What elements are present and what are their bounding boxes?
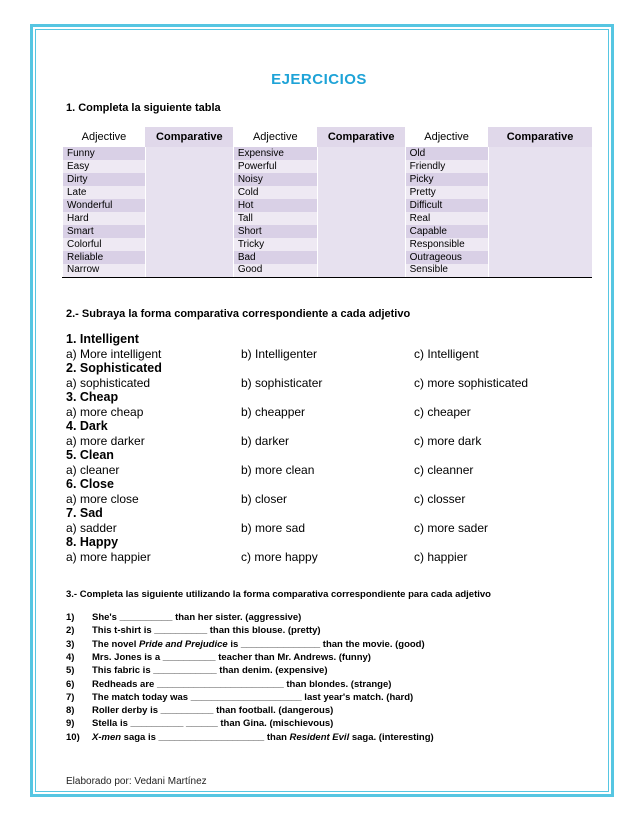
sentence-part: Stella is __________ ______ than Gina. (mischievous) (92, 718, 334, 730)
comparative-cell[interactable] (317, 160, 405, 173)
table-header-cell: Adjective (63, 127, 146, 147)
comparative-cell[interactable] (145, 251, 233, 264)
table-row (63, 199, 593, 212)
adjective-cell: Hard (63, 212, 146, 225)
option-a[interactable]: a) sadder (66, 521, 117, 535)
table-row (63, 225, 593, 238)
comparative-cell[interactable] (145, 173, 233, 186)
sentence-part: Roller derby is __________ than football. (dangerous) (92, 705, 334, 717)
footer-author: Elaborado por: Vedani Martínez (66, 776, 207, 787)
exercise-number: 10) (66, 731, 80, 743)
exercise-text (92, 624, 321, 637)
adjective-cell: Bad (233, 251, 317, 264)
adjective-cell: Funny (63, 147, 146, 160)
comparative-cell[interactable] (488, 264, 592, 277)
table-row (63, 238, 593, 251)
comparative-cell[interactable] (317, 225, 405, 238)
question-title: 8. Happy (66, 535, 119, 549)
comparative-cell[interactable] (488, 238, 592, 251)
title-italic: Pride and Prejudice (138, 638, 228, 650)
exercise-item (66, 638, 596, 651)
table-header-row (63, 127, 593, 147)
exercise-item (66, 717, 596, 730)
question-item (66, 419, 596, 448)
option-b[interactable]: b) Intelligenter (241, 347, 318, 361)
comparative-cell[interactable] (145, 186, 233, 199)
comparative-cell[interactable] (145, 264, 233, 277)
exercise-text (92, 638, 425, 651)
sentence-part: Mrs. Jones is a __________ teacher than Mr. Andrews. (funny) (92, 651, 371, 663)
option-a[interactable]: a) sophisticated (66, 376, 151, 390)
table-row (63, 264, 593, 277)
option-c[interactable]: c) cleanner (414, 463, 474, 477)
comparative-cell[interactable] (317, 147, 405, 160)
question-title: 6. Close (66, 477, 114, 491)
question-options (66, 405, 596, 419)
exercise-number: 8) (66, 705, 75, 717)
exercise-item (66, 664, 596, 677)
sentence-part: saga. (interesting) (349, 731, 434, 743)
question-options (66, 347, 596, 361)
adjective-cell: Hot (233, 199, 317, 212)
option-c[interactable]: c) more sophisticated (414, 376, 529, 390)
table-header-cell: Comparative (145, 127, 233, 147)
table-row (63, 147, 593, 160)
section2-heading: 2.- Subraya la forma comparativa correspondiente a cada adjetivo (66, 308, 411, 320)
adjective-cell: Narrow (63, 264, 146, 277)
comparative-cell[interactable] (488, 212, 592, 225)
comparative-cell[interactable] (488, 160, 592, 173)
sentence-part: This fabric is ____________ than denim. (expensive) (92, 665, 328, 677)
question-title: 2. Sophisticated (66, 361, 162, 375)
table-row (63, 160, 593, 173)
option-c[interactable]: c) closser (414, 492, 466, 506)
exercise-text (92, 664, 328, 677)
adjective-cell: Picky (405, 173, 488, 186)
exercise-number: 5) (66, 665, 75, 677)
option-a[interactable]: a) more darker (66, 434, 145, 448)
option-b[interactable]: c) more happy (241, 550, 318, 564)
question-options (66, 434, 596, 448)
title-italic: X-men (92, 731, 122, 743)
table-header-cell: Comparative (317, 127, 405, 147)
question-item (66, 477, 596, 506)
adjective-table (62, 127, 592, 278)
sentence-part: is _______________ than the movie. (good) (227, 638, 425, 650)
option-a[interactable]: a) More intelligent (66, 347, 162, 361)
question-item (66, 390, 596, 419)
exercise-number: 1) (66, 612, 75, 623)
exercise-item (66, 651, 596, 664)
comparative-cell[interactable] (488, 147, 592, 160)
option-a[interactable]: a) more happier (66, 550, 151, 564)
exercise-number: 4) (66, 651, 75, 663)
comparative-cell[interactable] (317, 199, 405, 212)
question-options (66, 492, 596, 506)
comparative-cell[interactable] (145, 212, 233, 225)
adjective-cell: Reliable (63, 251, 146, 264)
comparative-cell[interactable] (145, 225, 233, 238)
adjective-cell: Responsible (405, 238, 488, 251)
table-header-cell: Adjective (233, 127, 317, 147)
option-a[interactable]: a) cleaner (66, 463, 120, 477)
section3-heading: 3.- Completa las siguiente utilizando la forma comparativa correspondiente para cada adjetivo (66, 589, 491, 600)
exercise-text (92, 691, 413, 704)
question-title: 3. Cheap (66, 390, 119, 404)
question-item (66, 448, 596, 477)
adjective-cell: Real (405, 212, 488, 225)
sentence-part: saga is ____________________ than (121, 731, 290, 743)
question-item (66, 506, 596, 535)
adjective-cell: Short (233, 225, 317, 238)
adjective-cell: Outrageous (405, 251, 488, 264)
option-c[interactable]: c) more dark (414, 434, 482, 448)
question-options (66, 463, 596, 477)
table-row (63, 173, 593, 186)
option-a[interactable]: a) more close (66, 492, 139, 506)
exercise-text (92, 678, 391, 691)
adjective-cell: Good (233, 264, 317, 277)
comparative-cell[interactable] (317, 238, 405, 251)
adjective-cell: Capable (405, 225, 488, 238)
option-b[interactable]: b) cheapper (241, 405, 306, 419)
adjective-cell: Sensible (405, 264, 488, 277)
adjective-cell: Tricky (233, 238, 317, 251)
adjective-cell: Powerful (233, 160, 317, 173)
comparative-cell[interactable] (145, 199, 233, 212)
adjective-cell: Difficult (405, 199, 488, 212)
title-italic: Resident Evil (289, 731, 350, 743)
table-row (63, 212, 593, 225)
option-c[interactable]: c) happier (414, 550, 468, 564)
question-title: 7. Sad (66, 506, 103, 520)
question-item (66, 361, 596, 390)
sentence-part: The novel (92, 638, 139, 650)
adjective-cell: Smart (63, 225, 146, 238)
adjective-cell: Late (63, 186, 146, 199)
adjective-cell: Dirty (63, 173, 146, 186)
exercise-item (66, 611, 596, 624)
comparative-cell[interactable] (488, 186, 592, 199)
sentence-part: This t-shirt is __________ than this blouse. (pretty) (92, 625, 321, 637)
adjective-cell: Cold (233, 186, 317, 199)
exercise-text (92, 611, 301, 624)
exercise-item (66, 678, 596, 691)
comparative-cell[interactable] (488, 251, 592, 264)
adjective-cell: Tall (233, 212, 317, 225)
comparative-cell[interactable] (317, 186, 405, 199)
comparative-cell[interactable] (488, 225, 592, 238)
exercise-number: 2) (66, 625, 75, 637)
exercise-text (92, 704, 333, 717)
exercise-item (66, 624, 596, 637)
adjective-cell: Friendly (405, 160, 488, 173)
question-options (66, 521, 596, 535)
section1-heading: 1. Completa la siguiente tabla (66, 102, 221, 114)
table-row (63, 251, 593, 264)
table-header-cell: Adjective (405, 127, 488, 147)
adjective-cell: Wonderful (63, 199, 146, 212)
exercise-item (66, 731, 596, 744)
adjective-cell: Noisy (233, 173, 317, 186)
option-a[interactable]: a) more cheap (66, 405, 144, 419)
sentence-part: Redheads are ________________________ than blondes. (strange) (92, 678, 392, 690)
exercise-number: 3) (66, 638, 75, 650)
table-row (63, 186, 593, 199)
comparative-cell[interactable] (317, 173, 405, 186)
sentence-part: She's __________ than her sister. (aggressive) (92, 612, 302, 623)
exercise-number: 7) (66, 691, 75, 703)
comparative-cell[interactable] (145, 147, 233, 160)
exercise-number: 6) (66, 678, 75, 690)
option-b[interactable]: b) more sad (241, 521, 306, 535)
sentence-part: The match today was _____________________ last year's match. (hard) (92, 691, 414, 703)
comparative-cell[interactable] (488, 173, 592, 186)
question-item (66, 535, 596, 564)
question-options (66, 550, 596, 564)
exercise-item (66, 704, 596, 717)
comparative-cell[interactable] (317, 212, 405, 225)
option-b[interactable]: b) more clean (241, 463, 315, 477)
question-title: 5. Clean (66, 448, 114, 462)
option-c[interactable]: c) Intelligent (414, 347, 479, 361)
adjective-cell: Pretty (405, 186, 488, 199)
option-c[interactable]: c) cheaper (414, 405, 471, 419)
comparative-cell[interactable] (488, 199, 592, 212)
question-title: 1. Intelligent (66, 332, 139, 346)
exercise-text (92, 651, 371, 664)
question-options (66, 376, 596, 390)
exercise-text (92, 731, 434, 744)
page-title: EJERCICIOS (271, 71, 367, 88)
option-c[interactable]: c) more sader (414, 521, 489, 535)
comparative-cell[interactable] (145, 238, 233, 251)
comparative-cell[interactable] (317, 264, 405, 277)
adjective-cell: Easy (63, 160, 146, 173)
question-title: 4. Dark (66, 419, 108, 433)
adjective-cell: Expensive (233, 147, 317, 160)
option-b[interactable]: b) closer (241, 492, 288, 506)
question-item (66, 332, 596, 361)
adjective-cell: Colorful (63, 238, 146, 251)
option-b[interactable]: b) sophisticater (241, 376, 323, 390)
exercise-number: 9) (66, 718, 75, 730)
exercise-item (66, 691, 596, 704)
option-b[interactable]: b) darker (241, 434, 290, 448)
table-header-cell: Comparative (488, 127, 592, 147)
adjective-cell: Old (405, 147, 488, 160)
exercise-text (92, 717, 333, 730)
comparative-cell[interactable] (317, 251, 405, 264)
comparative-cell[interactable] (145, 160, 233, 173)
